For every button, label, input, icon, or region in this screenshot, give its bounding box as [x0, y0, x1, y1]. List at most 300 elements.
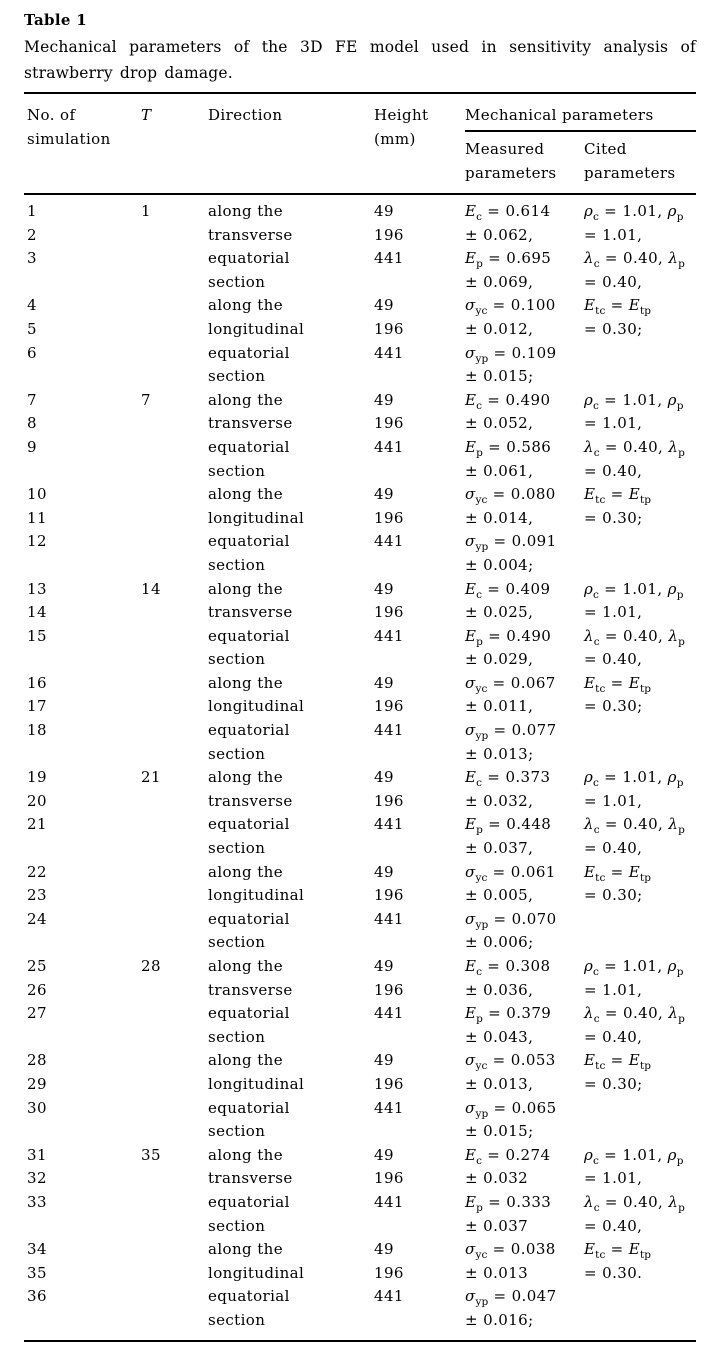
cell-line: 11 [27, 508, 47, 527]
cell-line: 49 [374, 1240, 394, 1259]
cell-direction [208, 955, 374, 1049]
cell-line: $\sigma_{yp} = 0.077$ [465, 721, 557, 743]
cell-cited-parameters [584, 672, 696, 719]
cell-line: equatorial [208, 1192, 290, 1211]
cell-line: section [208, 650, 266, 669]
cell-simulation-numbers [27, 578, 141, 649]
cell-t-value [141, 389, 208, 413]
cell-line: 29 [27, 1074, 47, 1093]
cell-cited-parameters [584, 766, 696, 860]
cell-line: 49 [374, 673, 394, 692]
header-line: Direction [208, 106, 283, 124]
cell-measured-parameters [465, 578, 584, 672]
cell-line: 28 [141, 957, 161, 975]
cell-measured-parameters [465, 672, 584, 766]
cell-line: $E_p = 0.586$ [465, 437, 552, 459]
cell-line: = 0.30; [584, 319, 643, 338]
cell-line: 441 [374, 909, 404, 928]
header-line: Measured [465, 140, 545, 158]
cell-line: longitudinal [208, 319, 305, 338]
cell-heights [374, 1144, 465, 1215]
cell-line: 23 [27, 886, 47, 905]
cell-line: = 0.40, [584, 272, 643, 291]
cell-line: 196 [374, 1263, 404, 1282]
cell-line: 441 [374, 343, 404, 362]
cell-line: section [208, 1216, 266, 1235]
cell-line: longitudinal [208, 886, 305, 905]
cell-line: $\lambda_c = 0.40$, $\lambda_p$ [584, 1192, 685, 1214]
header-line: Height [374, 106, 429, 124]
cell-line: $E_c = 0.409$ [465, 579, 551, 601]
cell-line: ± 0.032 [465, 1169, 529, 1188]
cell-line: 14 [141, 579, 161, 598]
cell-line: along the [208, 202, 283, 220]
table-subrow [27, 200, 696, 294]
cell-line: 441 [374, 1098, 404, 1117]
cell-direction [208, 672, 374, 766]
cell-line: 441 [374, 721, 404, 740]
cell-line: $\sigma_{yp} = 0.091$ [465, 532, 557, 554]
header-no-of-simulation [27, 103, 141, 185]
table-body [24, 195, 696, 1340]
cell-line: 441 [374, 1004, 404, 1023]
cell-direction [208, 861, 374, 955]
cell-line: 32 [27, 1169, 47, 1188]
cell-line: 12 [27, 532, 47, 551]
cell-line: section [208, 367, 266, 386]
header-group-mechanical-parameters [465, 103, 696, 185]
header-group-columns [465, 137, 696, 185]
cell-line: ± 0.006; [465, 933, 534, 952]
cell-line: along the [208, 862, 283, 881]
cell-simulation-numbers [27, 389, 141, 460]
table-caption: Mechanical parameters of the 3D FE model used in sensitivity analysis of strawberry drop damage. [24, 38, 696, 82]
cell-line: $\sigma_{yc} = 0.067$ [465, 673, 556, 695]
cell-line: 13 [27, 579, 47, 598]
cell-line: 7 [27, 390, 37, 409]
cell-line: $\lambda_c = 0.40$, $\lambda_p$ [584, 1004, 685, 1026]
cell-heights [374, 200, 465, 271]
cell-direction [208, 294, 374, 388]
cell-simulation-numbers [27, 861, 141, 932]
cell-line: $E_p = 0.333$ [465, 1192, 552, 1214]
cell-cited-parameters [584, 1049, 696, 1096]
cell-line: equatorial [208, 909, 290, 928]
cell-line: equatorial [208, 532, 290, 551]
cell-line: 196 [374, 1074, 404, 1093]
cell-line: 6 [27, 343, 37, 362]
cell-line: 196 [374, 225, 404, 244]
cell-line: = 0.40, [584, 650, 643, 669]
cell-line: 196 [374, 319, 404, 338]
cell-line: = 0.30; [584, 1074, 643, 1093]
cell-line: $\rho_c = 1.01$, $\rho_p$ [584, 1145, 684, 1167]
cell-simulation-numbers [27, 766, 141, 837]
cell-line: section [208, 1122, 266, 1141]
cell-line: $\sigma_{yc} = 0.100$ [465, 296, 556, 318]
group-header-rule [465, 130, 696, 132]
cell-measured-parameters [465, 200, 584, 294]
cell-line: along the [208, 1145, 283, 1164]
table-subrow [27, 578, 696, 672]
cell-line: along the [208, 673, 283, 692]
cell-line: 4 [27, 296, 37, 315]
cell-line: ± 0.032, [465, 791, 534, 810]
cell-line: 21 [141, 768, 161, 787]
cell-heights [374, 483, 465, 554]
cell-line: 30 [27, 1098, 47, 1117]
cell-line: $\rho_c = 1.01$, $\rho_p$ [584, 579, 684, 601]
cell-line: longitudinal [208, 1263, 305, 1282]
cell-heights [374, 1238, 465, 1309]
cell-line: 10 [27, 485, 47, 504]
cell-line: $\rho_c = 1.01$, $\rho_p$ [584, 768, 684, 790]
table-subrow [27, 294, 696, 388]
table-subrow [27, 1144, 696, 1238]
cell-simulation-numbers [27, 672, 141, 743]
cell-line: 441 [374, 532, 404, 551]
cell-cited-parameters [584, 955, 696, 1049]
cell-line: ± 0.052, [465, 414, 534, 433]
cell-line: ± 0.013, [465, 1074, 534, 1093]
cell-cited-parameters [584, 200, 696, 294]
cell-measured-parameters [465, 861, 584, 955]
cell-line: $\sigma_{yc} = 0.061$ [465, 862, 556, 884]
cell-line: ± 0.011, [465, 697, 534, 716]
cell-direction [208, 578, 374, 672]
cell-line: = 1.01, [584, 603, 643, 622]
cell-line: = 0.40, [584, 1216, 643, 1235]
cell-line: 196 [374, 886, 404, 905]
cell-measured-parameters [465, 766, 584, 860]
cell-line: ± 0.043, [465, 1027, 534, 1046]
cell-line: along the [208, 1051, 283, 1070]
cell-line: 1 [141, 202, 151, 220]
cell-line: section [208, 933, 266, 952]
table-subrow [27, 766, 696, 860]
table-subrow [27, 861, 696, 955]
cell-line: = 0.40, [584, 1027, 643, 1046]
cell-line: 441 [374, 626, 404, 645]
cell-line: equatorial [208, 437, 290, 456]
cell-line: $E_p = 0.379$ [465, 1004, 552, 1026]
cell-line: section [208, 839, 266, 858]
cell-line: 7 [141, 390, 151, 409]
cell-line: $E_c = 0.373$ [465, 768, 551, 790]
cell-line: $\sigma_{yp} = 0.109$ [465, 343, 557, 365]
cell-line: = 0.30; [584, 508, 643, 527]
cell-line: equatorial [208, 721, 290, 740]
cell-direction [208, 1144, 374, 1238]
cell-line: ± 0.036, [465, 980, 534, 999]
cell-line: 3 [27, 249, 37, 268]
cell-line: 49 [374, 862, 394, 881]
cell-cited-parameters [584, 389, 696, 483]
table-header-row [24, 94, 696, 193]
cell-line: 196 [374, 697, 404, 716]
cell-line: along the [208, 1240, 283, 1259]
header-line: Cited [584, 140, 627, 158]
cell-line: = 0.40, [584, 839, 643, 858]
cell-line: equatorial [208, 1004, 290, 1023]
cell-line: along the [208, 579, 283, 598]
cell-heights [374, 1049, 465, 1120]
cell-line: $\rho_c = 1.01$, $\rho_p$ [584, 202, 684, 223]
cell-measured-parameters [465, 1049, 584, 1143]
cell-line: 25 [27, 957, 47, 975]
cell-line: along the [208, 768, 283, 787]
cell-line: = 1.01, [584, 1169, 643, 1188]
cell-line: 28 [27, 1051, 47, 1070]
cell-line: 49 [374, 768, 394, 787]
header-cited-parameters [584, 137, 696, 185]
cell-line: ± 0.016; [465, 1310, 534, 1329]
cell-line: 19 [27, 768, 47, 787]
cell-heights [374, 294, 465, 365]
cell-line: ± 0.069, [465, 272, 534, 291]
cell-t-value [141, 955, 208, 979]
cell-line: = 1.01, [584, 791, 643, 810]
cell-line: ± 0.013 [465, 1263, 529, 1282]
cell-line: = 0.30. [584, 1263, 643, 1282]
cell-line: 26 [27, 980, 47, 999]
cell-line: along the [208, 296, 283, 315]
cell-cited-parameters [584, 1238, 696, 1285]
cell-line: $\rho_c = 1.01$, $\rho_p$ [584, 390, 684, 412]
cell-measured-parameters [465, 389, 584, 483]
header-t [141, 103, 208, 185]
cell-line: 36 [27, 1287, 47, 1306]
cell-simulation-numbers [27, 200, 141, 271]
cell-line: ± 0.015; [465, 1122, 534, 1141]
cell-heights [374, 672, 465, 743]
cell-line: transverse [208, 603, 293, 622]
cell-line: $\rho_c = 1.01$, $\rho_p$ [584, 957, 684, 978]
header-height-mm [374, 103, 465, 185]
cell-line: equatorial [208, 343, 290, 362]
cell-line: section [208, 272, 266, 291]
cell-t-value [141, 200, 208, 224]
cell-line: equatorial [208, 249, 290, 268]
cell-line: = 1.01, [584, 414, 643, 433]
cell-line: 196 [374, 508, 404, 527]
cell-line: 441 [374, 1287, 404, 1306]
cell-t-value [141, 766, 208, 790]
cell-line: 33 [27, 1192, 47, 1211]
cell-line: transverse [208, 1169, 293, 1188]
cell-line: along the [208, 957, 283, 975]
cell-line: $E_{tc} = E_{tp}$ [584, 296, 652, 318]
cell-line: $E_{tc} = E_{tp}$ [584, 862, 652, 884]
cell-simulation-numbers [27, 294, 141, 365]
cell-line: $\sigma_{yc} = 0.053$ [465, 1051, 556, 1073]
cell-line: ± 0.037, [465, 839, 534, 858]
cell-line: 16 [27, 673, 47, 692]
cell-line: ± 0.025, [465, 603, 534, 622]
cell-line: section [208, 461, 266, 480]
cell-cited-parameters [584, 294, 696, 341]
cell-line: longitudinal [208, 508, 305, 527]
cell-line: longitudinal [208, 697, 305, 716]
cell-measured-parameters [465, 955, 584, 1049]
cell-cited-parameters [584, 578, 696, 672]
cell-line: $\lambda_c = 0.40$, $\lambda_p$ [584, 249, 685, 271]
header-line: T [141, 106, 152, 124]
cell-line: longitudinal [208, 1074, 305, 1093]
cell-line: 2 [27, 225, 37, 244]
cell-line: $\sigma_{yp} = 0.065$ [465, 1098, 557, 1120]
cell-simulation-numbers [27, 1238, 141, 1309]
cell-line: 27 [27, 1004, 47, 1023]
header-line: simulation [27, 130, 111, 148]
cell-line: $E_{tc} = E_{tp}$ [584, 1240, 652, 1262]
cell-line: 49 [374, 202, 394, 220]
cell-line: 196 [374, 603, 404, 622]
cell-line: ± 0.062, [465, 225, 534, 244]
cell-line: equatorial [208, 626, 290, 645]
cell-line: ± 0.015; [465, 367, 534, 386]
cell-line: along the [208, 390, 283, 409]
cell-line: 31 [27, 1145, 47, 1164]
cell-line: = 0.40, [584, 461, 643, 480]
cell-line: 196 [374, 414, 404, 433]
cell-line: section [208, 744, 266, 763]
header-measured-parameters [465, 137, 584, 185]
header-line: parameters [465, 164, 557, 182]
table-bottom-rule [24, 1340, 696, 1342]
cell-simulation-numbers [27, 955, 141, 1026]
cell-line: equatorial [208, 1098, 290, 1117]
cell-line: = 1.01, [584, 225, 643, 244]
cell-line: 49 [374, 485, 394, 504]
cell-line: = 0.30; [584, 697, 643, 716]
cell-direction [208, 1238, 374, 1332]
cell-line: $\lambda_c = 0.40$, $\lambda_p$ [584, 626, 685, 648]
table-subrow [27, 955, 696, 1049]
cell-line: $E_{tc} = E_{tp}$ [584, 1051, 652, 1073]
cell-line: 441 [374, 815, 404, 834]
cell-direction [208, 766, 374, 860]
header-line: parameters [584, 164, 676, 182]
cell-line: 196 [374, 1169, 404, 1188]
cell-measured-parameters [465, 294, 584, 388]
cell-line: 20 [27, 791, 47, 810]
cell-line: 49 [374, 1145, 394, 1164]
cell-measured-parameters [465, 1144, 584, 1238]
cell-line: 15 [27, 626, 47, 645]
header-line: No. of [27, 106, 76, 124]
cell-line: $\sigma_{yp} = 0.070$ [465, 909, 557, 931]
cell-line: 21 [27, 815, 47, 834]
cell-line: 49 [374, 390, 394, 409]
cell-line: ± 0.037 [465, 1216, 529, 1235]
cell-simulation-numbers [27, 483, 141, 554]
cell-t-value [141, 1144, 208, 1168]
cell-simulation-numbers [27, 1049, 141, 1120]
cell-line: equatorial [208, 1287, 290, 1306]
cell-line: $E_{tc} = E_{tp}$ [584, 673, 652, 695]
table-subrow [27, 1238, 696, 1332]
cell-line: ± 0.005, [465, 886, 534, 905]
cell-line: 49 [374, 579, 394, 598]
cell-line: $E_p = 0.490$ [465, 626, 552, 648]
cell-t-value [141, 578, 208, 602]
cell-line: 441 [374, 249, 404, 268]
cell-line: ± 0.013; [465, 744, 534, 763]
cell-line: section [208, 1310, 266, 1329]
cell-direction [208, 1049, 374, 1143]
cell-line: 49 [374, 957, 394, 975]
cell-line: ± 0.029, [465, 650, 534, 669]
cell-line: 5 [27, 319, 37, 338]
cell-heights [374, 389, 465, 460]
table-subrow [27, 389, 696, 483]
cell-line: ± 0.004; [465, 555, 534, 574]
cell-heights [374, 766, 465, 837]
cell-line: $E_p = 0.695$ [465, 249, 552, 271]
cell-cited-parameters [584, 861, 696, 908]
cell-line: section [208, 555, 266, 574]
cell-line: transverse [208, 414, 293, 433]
cell-line: 14 [27, 603, 47, 622]
cell-line: $E_c = 0.308$ [465, 957, 551, 978]
cell-line: = 0.30; [584, 886, 643, 905]
cell-line: 196 [374, 980, 404, 999]
cell-line: 9 [27, 437, 37, 456]
cell-line: ± 0.061, [465, 461, 534, 480]
cell-cited-parameters [584, 1144, 696, 1238]
cell-line: 196 [374, 791, 404, 810]
cell-line: equatorial [208, 815, 290, 834]
cell-line: section [208, 1027, 266, 1046]
cell-cited-parameters [584, 483, 696, 530]
cell-line: = 1.01, [584, 980, 643, 999]
cell-line: ± 0.014, [465, 508, 534, 527]
cell-line: 35 [141, 1145, 161, 1164]
cell-heights [374, 578, 465, 649]
header-direction [208, 103, 374, 185]
table-subrow [27, 483, 696, 577]
cell-line: ± 0.012, [465, 319, 534, 338]
cell-line: $E_p = 0.448$ [465, 815, 552, 837]
cell-measured-parameters [465, 1238, 584, 1332]
cell-direction [208, 200, 374, 294]
cell-line: 49 [374, 296, 394, 315]
cell-direction [208, 483, 374, 577]
cell-line: $E_c = 0.274$ [465, 1145, 551, 1167]
cell-direction [208, 389, 374, 483]
cell-line: 441 [374, 437, 404, 456]
cell-line: 35 [27, 1263, 47, 1282]
cell-line: 24 [27, 909, 47, 928]
header-line: (mm) [374, 130, 416, 148]
cell-heights [374, 955, 465, 1026]
cell-line: 22 [27, 862, 47, 881]
cell-heights [374, 861, 465, 932]
cell-line: $\sigma_{yc} = 0.080$ [465, 485, 556, 507]
table-subrow [27, 672, 696, 766]
cell-line: along the [208, 485, 283, 504]
cell-line: $\lambda_c = 0.40$, $\lambda_p$ [584, 815, 685, 837]
cell-line: transverse [208, 225, 293, 244]
table-label: Table 1 [24, 11, 87, 29]
cell-line: 441 [374, 1192, 404, 1211]
table-subrow [27, 1049, 696, 1143]
cell-line: 49 [374, 1051, 394, 1070]
cell-line: transverse [208, 980, 293, 999]
cell-line: $\lambda_c = 0.40$, $\lambda_p$ [584, 437, 685, 459]
cell-line: 8 [27, 414, 37, 433]
